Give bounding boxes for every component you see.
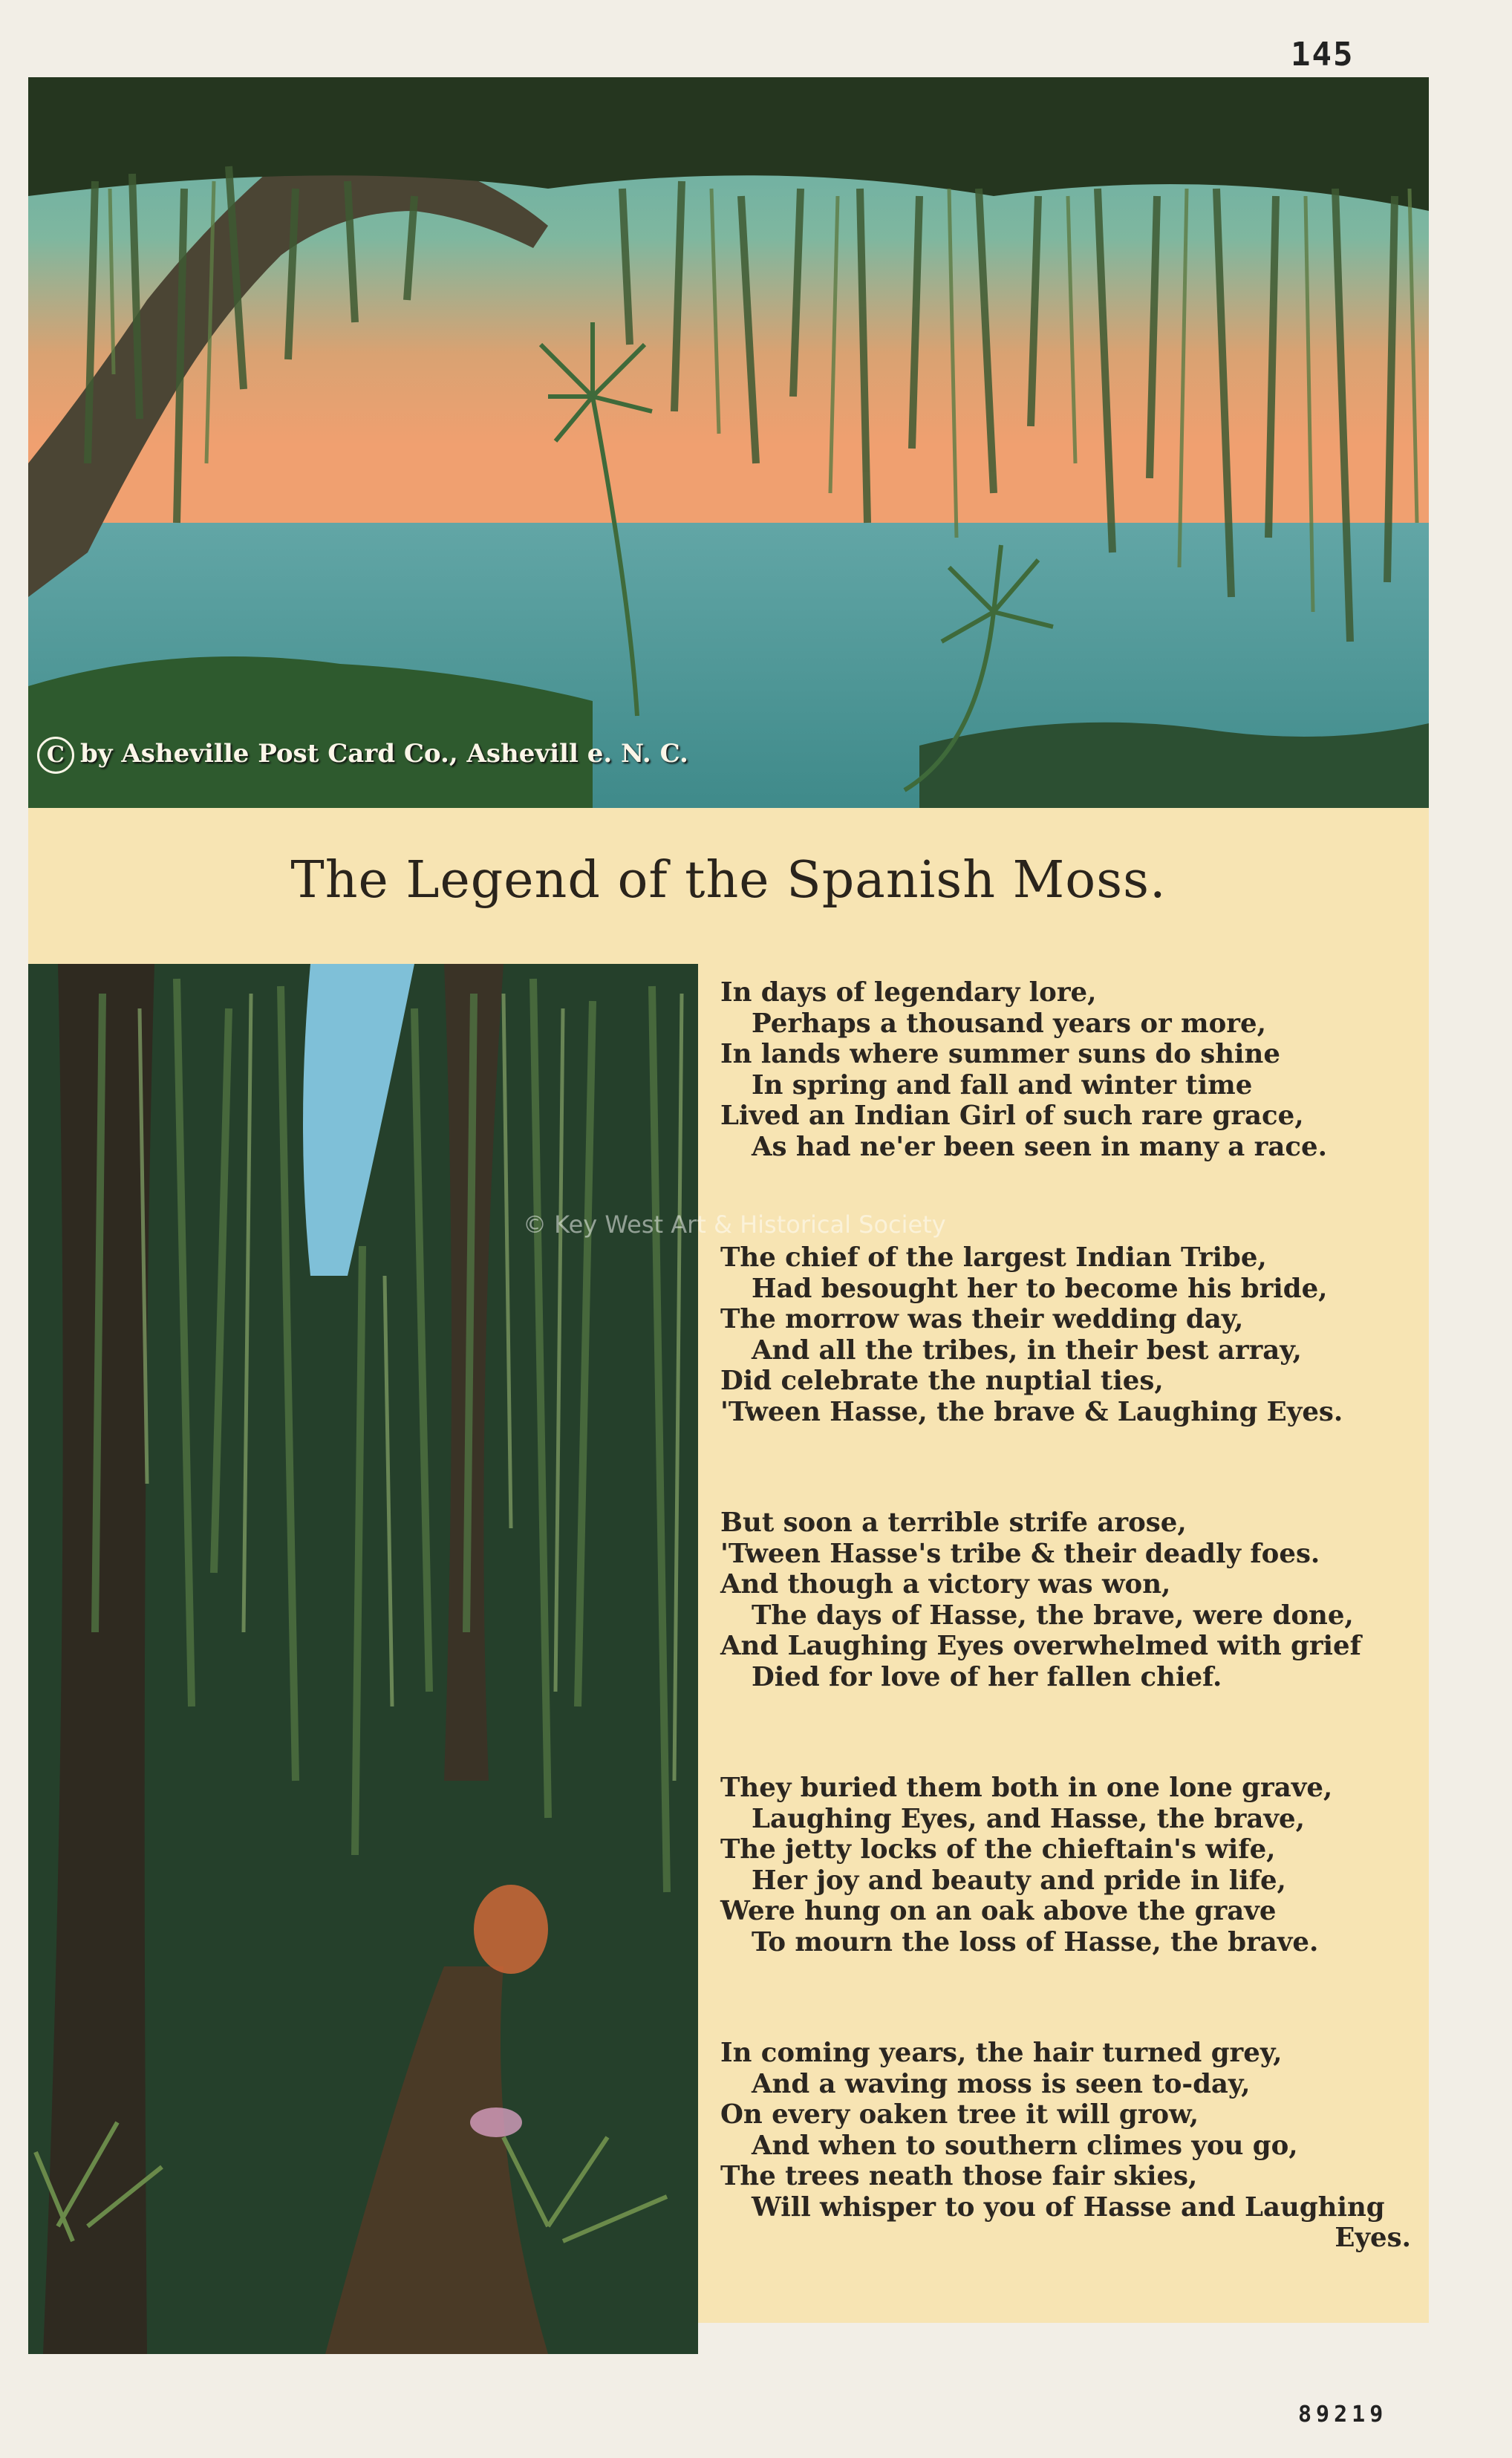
poem-line: In lands where summer suns do shine [720,1039,1280,1069]
poem-line: And all the tribes, in their best array, [752,1334,1302,1366]
copyright-text: by Asheville Post Card Co., Ashevill e. N. C. [80,739,688,769]
poem-line: Did celebrate the nuptial ties, [720,1366,1164,1396]
poem-line: In days of legendary lore, [720,977,1097,1008]
stanza-4 [720,1773,1418,1957]
spanish-moss-forest-path-image [28,964,698,2354]
page-title: The Legend of the Spanish Moss. [290,851,1167,910]
poem [720,977,1418,2334]
poem-line: The days of Hasse, the brave, were done, [752,1600,1354,1631]
poem-line: To mourn the loss of Hasse, the brave. [752,1926,1319,1957]
spanish-moss-sunset-lake-image [28,77,1429,808]
bottom-photo [28,964,698,2354]
poem-line: In spring and fall and winter time [752,1069,1253,1101]
poem-line: Eyes. [1335,2223,1411,2253]
poem-line: 'Tween Hasse's tribe & their deadly foes. [720,1538,1320,1569]
poem-line: And Laughing Eyes overwhelmed with grief [720,1631,1361,1661]
copyright-icon: C [37,737,74,774]
stanza-2 [720,1242,1418,1427]
poem-line: Died for love of her fallen chief. [752,1661,1222,1692]
poem-line: And when to southern climes you go, [752,2130,1298,2161]
poem-line: Laughing Eyes, and Hasse, the brave, [752,1803,1305,1834]
poem-line: The morrow was their wedding day, [720,1304,1244,1334]
stanza-1 [720,977,1418,1162]
poem-line: And a waving moss is seen to-day, [752,2068,1251,2099]
poem-line: But soon a terrible strife arose, [720,1507,1187,1538]
poem-line: They buried them both in one lone grave, [720,1773,1333,1803]
top-photo [28,77,1429,808]
copyright-notice [37,737,688,774]
poem-line: The jetty locks of the chieftain's wife, [720,1834,1276,1865]
stanza-5 [720,2038,1418,2254]
poem-line: The trees neath those fair skies, [720,2161,1198,2191]
card-number: 145 [1291,36,1355,74]
poem-line: On every oaken tree it will grow, [720,2099,1199,2130]
poem-line: Lived an Indian Girl of such rare grace, [720,1101,1304,1131]
watermark: © Key West Art & Historical Society [523,1210,946,1239]
poem-line: Her joy and beauty and pride in life, [752,1865,1286,1896]
catalog-number: 89219 [1298,2402,1388,2428]
poem-line: Had besought her to become his bride, [752,1273,1328,1304]
poem-line: As had ne'er been seen in many a race. [752,1131,1327,1162]
poem-line: And though a victory was won, [720,1569,1171,1600]
poem-line: Were hung on an oak above the grave [720,1896,1277,1926]
poem-line: The chief of the largest Indian Tribe, [720,1242,1267,1273]
poem-line: Perhaps a thousand years or more, [752,1008,1266,1039]
stanza-3 [720,1507,1418,1692]
poem-line: In coming years, the hair turned grey, [720,2038,1283,2068]
poem-line: 'Tween Hasse, the brave & Laughing Eyes. [720,1396,1343,1427]
poem-panel [28,808,1429,2323]
poem-line: Will whisper to you of Hasse and Laughing [752,2191,1385,2223]
